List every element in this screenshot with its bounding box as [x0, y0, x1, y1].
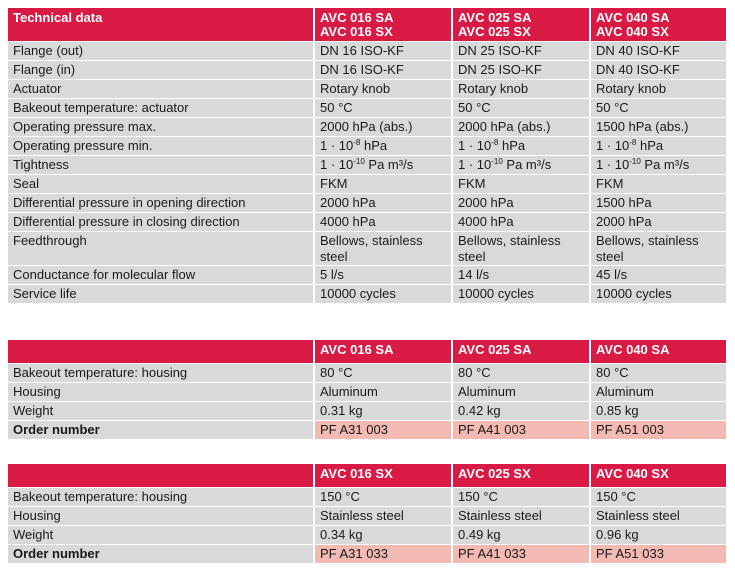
cell-value: 2000 hPa — [589, 212, 726, 231]
cell-value: 150 °C — [589, 487, 726, 506]
header-avc-016-sx: AVC 016 SX — [313, 464, 451, 487]
cell-value: DN 40 ISO-KF — [589, 60, 726, 79]
header-avc-025 — [451, 8, 589, 41]
cell-value: 0.34 kg — [313, 525, 451, 544]
header-avc-025-sa: AVC 025 SA — [451, 340, 589, 363]
table-row — [8, 174, 726, 193]
cell-value: 1500 hPa (abs.) — [589, 117, 726, 136]
cell-value: $1 \cdot 10^{-8}$ hPa — [451, 136, 589, 155]
row-label: Feedthrough — [8, 231, 313, 265]
row-label: Weight — [8, 525, 313, 544]
cell-value: Aluminum — [451, 382, 589, 401]
cell-value: $1 \cdot 10^{-8}$ hPa — [313, 136, 451, 155]
header-technical-data: Technical data — [8, 8, 313, 41]
cell-value: DN 16 ISO-KF — [313, 60, 451, 79]
cell-value: 45 l/s — [589, 265, 726, 284]
table-row — [8, 193, 726, 212]
order-number: PF A41 033 — [451, 544, 589, 563]
order-number: PF A31 033 — [313, 544, 451, 563]
cell-value: 0.31 kg — [313, 401, 451, 420]
row-label: Bakeout temperature: actuator — [8, 98, 313, 117]
cell-value: 150 °C — [451, 487, 589, 506]
row-label: Differential pressure in opening direction — [8, 193, 313, 212]
table-row — [8, 506, 726, 525]
cell-value: Aluminum — [313, 382, 451, 401]
cell-value: 14 l/s — [451, 265, 589, 284]
table-header-row — [8, 8, 726, 41]
header-avc-016-sx: AVC 016 SX — [320, 24, 393, 39]
cell-value: 10000 cycles — [589, 284, 726, 303]
table-row — [8, 41, 726, 60]
order-number-row — [8, 420, 726, 439]
row-label: Actuator — [8, 79, 313, 98]
cell-value: DN 40 ISO-KF — [589, 41, 726, 60]
cell-value: 0.96 kg — [589, 525, 726, 544]
table-row — [8, 98, 726, 117]
row-label: Housing — [8, 506, 313, 525]
header-avc-016-sa: AVC 016 SA — [313, 340, 451, 363]
table-row — [8, 401, 726, 420]
cell-value: $1 \cdot 10^{-10}$ Pa m³/s — [451, 155, 589, 174]
header-empty — [8, 340, 313, 363]
cell-value: Bellows, stainless steel — [451, 231, 589, 265]
table-row — [8, 284, 726, 303]
cell-value: $1 \cdot 10^{-10}$ Pa m³/s — [313, 155, 451, 174]
cell-value: 150 °C — [313, 487, 451, 506]
cell-value: FKM — [313, 174, 451, 193]
row-label: Tightness — [8, 155, 313, 174]
table-row — [8, 117, 726, 136]
cell-value: 50 °C — [451, 98, 589, 117]
header-avc-016-sa: AVC 016 SA — [320, 10, 394, 25]
cell-value: Bellows, stainless steel — [589, 231, 726, 265]
header-empty — [8, 464, 313, 487]
row-label: Seal — [8, 174, 313, 193]
row-label: Flange (in) — [8, 60, 313, 79]
cell-value: 5 l/s — [313, 265, 451, 284]
table-row — [8, 363, 726, 382]
table-row — [8, 60, 726, 79]
table-row — [8, 231, 726, 265]
sx-variant-table — [8, 464, 726, 563]
table-row — [8, 79, 726, 98]
cell-value: Rotary knob — [451, 79, 589, 98]
table-row — [8, 525, 726, 544]
cell-value: 2000 hPa — [313, 193, 451, 212]
cell-value: 0.49 kg — [451, 525, 589, 544]
row-label: Housing — [8, 382, 313, 401]
cell-value: FKM — [589, 174, 726, 193]
cell-value: Bellows, stainless steel — [313, 231, 451, 265]
order-number: PF A51 033 — [589, 544, 726, 563]
row-label: Operating pressure min. — [8, 136, 313, 155]
table-row — [8, 212, 726, 231]
cell-value: Rotary knob — [313, 79, 451, 98]
cell-value: 50 °C — [589, 98, 726, 117]
cell-value: Rotary knob — [589, 79, 726, 98]
table-row — [8, 265, 726, 284]
cell-value: FKM — [451, 174, 589, 193]
row-label: Service life — [8, 284, 313, 303]
header-avc-040 — [589, 8, 726, 41]
table-header-row — [8, 340, 726, 363]
cell-value: 4000 hPa — [451, 212, 589, 231]
row-label: Bakeout temperature: housing — [8, 363, 313, 382]
cell-value: 1500 hPa — [589, 193, 726, 212]
sa-variant-table — [8, 340, 726, 439]
header-avc-040-sx: AVC 040 SX — [596, 24, 669, 39]
header-avc-025-sx: AVC 025 SX — [451, 464, 589, 487]
cell-value: 0.85 kg — [589, 401, 726, 420]
cell-value: 80 °C — [451, 363, 589, 382]
table-row — [8, 136, 726, 155]
cell-value: Stainless steel — [313, 506, 451, 525]
table-row — [8, 382, 726, 401]
cell-value: 2000 hPa (abs.) — [451, 117, 589, 136]
row-label: Weight — [8, 401, 313, 420]
cell-value: 50 °C — [313, 98, 451, 117]
row-label: Bakeout temperature: housing — [8, 487, 313, 506]
technical-data-table — [8, 8, 726, 303]
cell-value: DN 25 ISO-KF — [451, 41, 589, 60]
cell-value: Stainless steel — [451, 506, 589, 525]
cell-value: 2000 hPa (abs.) — [313, 117, 451, 136]
row-label: Operating pressure max. — [8, 117, 313, 136]
cell-value: DN 16 ISO-KF — [313, 41, 451, 60]
row-label: Differential pressure in closing direction — [8, 212, 313, 231]
cell-value: Aluminum — [589, 382, 726, 401]
header-avc-025-sx: AVC 025 SX — [458, 24, 531, 39]
cell-value: DN 25 ISO-KF — [451, 60, 589, 79]
table-row — [8, 487, 726, 506]
row-label: Order number — [8, 544, 313, 563]
cell-value: 80 °C — [313, 363, 451, 382]
table-row — [8, 155, 726, 174]
order-number: PF A31 003 — [313, 420, 451, 439]
order-number: PF A51 003 — [589, 420, 726, 439]
row-label: Conductance for molecular flow — [8, 265, 313, 284]
order-number-row — [8, 544, 726, 563]
header-avc-040-sa: AVC 040 SA — [596, 10, 670, 25]
header-avc-040-sx: AVC 040 SX — [589, 464, 726, 487]
cell-value: 4000 hPa — [313, 212, 451, 231]
order-number: PF A41 003 — [451, 420, 589, 439]
cell-value: $1 \cdot 10^{-10}$ Pa m³/s — [589, 155, 726, 174]
header-avc-025-sa: AVC 025 SA — [458, 10, 532, 25]
cell-value: 10000 cycles — [451, 284, 589, 303]
cell-value: $1 \cdot 10^{-8}$ hPa — [589, 136, 726, 155]
cell-value: 0.42 kg — [451, 401, 589, 420]
header-avc-040-sa: AVC 040 SA — [589, 340, 726, 363]
row-label: Flange (out) — [8, 41, 313, 60]
cell-value: 10000 cycles — [313, 284, 451, 303]
cell-value: Stainless steel — [589, 506, 726, 525]
header-avc-016 — [313, 8, 451, 41]
cell-value: 2000 hPa — [451, 193, 589, 212]
table-header-row — [8, 464, 726, 487]
row-label: Order number — [8, 420, 313, 439]
cell-value: 80 °C — [589, 363, 726, 382]
